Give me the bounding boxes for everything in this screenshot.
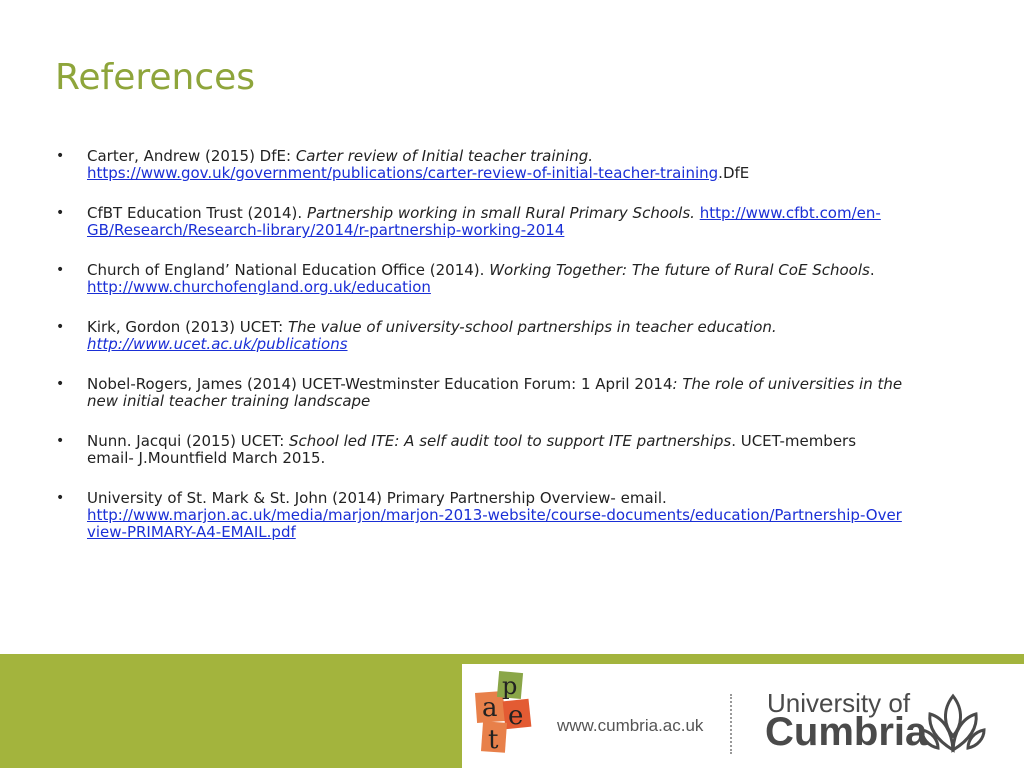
reference-item (56, 319, 906, 353)
reference-text: Church of England’ National Education Office (2014). (87, 261, 490, 279)
reference-italic: School led ITE: A self audit tool to support ITE partnerships (289, 432, 732, 450)
reference-text: University of St. Mark & St. John (2014) Primary Partnership Overview- email. (87, 489, 667, 507)
reference-italic: Partnership working in small Rural Primary Schools. (306, 204, 695, 222)
apte-letter-t: t (488, 725, 499, 755)
reference-item: • Church of England’ National Education Office (2014). Working Together: The future of Rural CoE Schools. http://www.churchofengland.org.uk/education (56, 261, 875, 296)
apte-letter-a: a (482, 693, 498, 723)
reference-link[interactable]: http://www.churchofengland.org.uk/education (87, 278, 431, 296)
reference-text: Nunn. Jacqui (2015) UCET: (87, 432, 290, 450)
footer-panel (462, 664, 1024, 768)
reference-item (56, 205, 906, 239)
bullet-icon: • (56, 205, 65, 221)
reference-item (56, 490, 906, 541)
website-url: www.cumbria.ac.uk (557, 716, 704, 735)
reference-link[interactable]: https://www.gov.uk/government/publications/carter-review-of-initial-teacher-training (87, 164, 719, 182)
bullet-icon: • (56, 262, 65, 278)
reference-text: Carter, Andrew (2015) DfE: (87, 147, 296, 165)
reference-italic: Working Together: The future of Rural CoE Schools (489, 261, 870, 279)
footer-divider (730, 694, 732, 754)
reference-italic: : The role of universities in the new initial teacher training landscape (87, 375, 903, 410)
footer-band (0, 654, 1024, 768)
reference-italic: The value of university-school partnerships in teacher education. (287, 318, 777, 336)
reference-link[interactable]: http://www.cfbt.com/en-GB/Research/Research-library/2014/r-partnership-working-2014 (87, 204, 881, 239)
university-name-line1: University of (767, 688, 911, 718)
apte-letter-e: e (508, 701, 524, 731)
apte-letter-p: p (502, 672, 518, 700)
reference-italic: Carter review of Initial teacher training. (295, 147, 594, 165)
reference-text: Nobel-Rogers, James (2014) UCET-Westminster Education Forum: 1 April 2014 (87, 375, 673, 393)
page-title: References (55, 57, 256, 98)
bullet-icon: • (56, 490, 65, 506)
reference-text: Kirk, Gordon (2013) UCET: (87, 318, 288, 336)
reference-link[interactable]: http://www.marjon.ac.uk/media/marjon/marjon-2013-website/course-documents/education/Partnership-Overview-PRIMARY-A4-EMAIL.pdf (87, 506, 902, 541)
apte-logo (474, 666, 554, 756)
reference-text: CfBT Education Trust (2014). (87, 204, 307, 222)
bullet-icon: • (56, 319, 65, 335)
bullet-icon: • (56, 433, 65, 449)
bullet-icon: • (56, 376, 65, 392)
bullet-icon: • (56, 148, 65, 164)
reference-link[interactable]: http://www.ucet.ac.uk/publications (87, 335, 348, 353)
reference-item (56, 376, 906, 410)
reference-item: • Carter, Andrew (2015) DfE: Carter review of Initial teacher training. https://www.gov.uk/government/publications/carter-review-of-initial-teacher-training.DfE (56, 147, 750, 182)
references-list (56, 148, 906, 564)
leaf-logo-icon (920, 692, 986, 754)
university-name-line2: Cumbria (765, 710, 928, 754)
reference-item: • Nunn. Jacqui (2015) UCET: School led ITE: A self audit tool to support ITE partnerships. UCET-members email- J.Mountfield March 2015. (56, 432, 857, 467)
